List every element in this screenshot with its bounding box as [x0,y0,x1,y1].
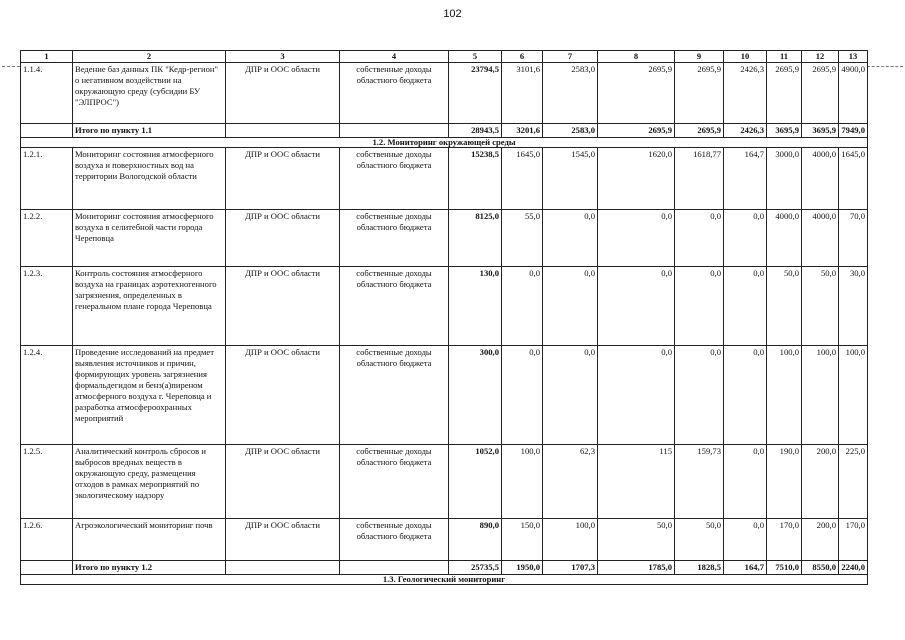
row-executor: ДПР и ООС области [226,346,340,445]
row-name: Контроль состояния атмосферного воздуха на границах аэротехногенного загрязнения, определенных в генеральном плане города Череповца [73,267,226,346]
row-source: собственные доходы областного бюджета [340,445,449,519]
table-row [21,210,868,267]
row-executor: ДПР и ООС области [226,445,340,519]
value-cell: 62,3 [543,445,598,519]
value-cell: 3000,0 [767,148,802,210]
page-number: 102 [443,8,462,20]
value-cell: 1620,0 [598,148,675,210]
value-cell: 0,0 [502,346,543,445]
value-cell: 4000,0 [802,210,839,267]
value-cell: 2695,9 [767,63,802,124]
total-value: 3695,9 [802,124,839,138]
value-cell: 50,0 [802,267,839,346]
row-executor: ДПР и ООС области [226,210,340,267]
total-value: 1828,5 [675,561,724,575]
table-row [21,148,868,210]
value-cell: 190,0 [767,445,802,519]
total-value: 1785,0 [598,561,675,575]
value-cell: 2695,9 [802,63,839,124]
value-cell: 164,7 [724,148,767,210]
empty-cell [340,124,449,138]
total-value: 8550,0 [802,561,839,575]
header-cell: 5 [449,51,502,63]
total-row [21,124,868,138]
value-cell: 100,0 [767,346,802,445]
value-cell: 0,0 [598,346,675,445]
header-cell: 13 [839,51,868,63]
section-title: 1.3. Геологический мониторинг [21,575,868,585]
total-value: 2695,9 [598,124,675,138]
total-code-cell [21,561,73,575]
total-value: 2695,9 [675,124,724,138]
total-label: Итого по пункту 1.1 [73,124,226,138]
value-cell: 2583,0 [543,63,598,124]
row-code: 1.2.3. [21,267,73,346]
total-label: Итого по пункту 1.2 [73,561,226,575]
row-source: собственные доходы областного бюджета [340,210,449,267]
total-value: 2583,0 [543,124,598,138]
empty-cell [340,561,449,575]
value-cell: 100,0 [802,346,839,445]
total-value: 164,7 [724,561,767,575]
row-code: 1.2.2. [21,210,73,267]
total-row [21,561,868,575]
row-name: Мониторинг состояния атмосферного воздуха в селитебной части города Череповца [73,210,226,267]
value-cell: 170,0 [839,519,868,561]
value-cell: 8125,0 [449,210,502,267]
value-cell: 4000,0 [767,210,802,267]
value-cell: 1545,0 [543,148,598,210]
header-cell: 11 [767,51,802,63]
row-code: 1.2.1. [21,148,73,210]
total-code-cell [21,124,73,138]
value-cell: 890,0 [449,519,502,561]
value-cell: 30,0 [839,267,868,346]
value-cell: 170,0 [767,519,802,561]
row-source: собственные доходы областного бюджета [340,519,449,561]
value-cell: 1645,0 [839,148,868,210]
header-cell: 6 [502,51,543,63]
value-cell: 100,0 [502,445,543,519]
total-value: 3201,6 [502,124,543,138]
value-cell: 0,0 [724,445,767,519]
empty-cell [226,561,340,575]
value-cell: 15238,5 [449,148,502,210]
value-cell: 0,0 [543,346,598,445]
row-code: 1.1.4. [21,63,73,124]
row-executor: ДПР и ООС области [226,267,340,346]
header-cell: 3 [226,51,340,63]
total-value: 2426,3 [724,124,767,138]
total-value: 7510,0 [767,561,802,575]
value-cell: 0,0 [543,210,598,267]
row-source: собственные доходы областного бюджета [340,148,449,210]
value-cell: 0,0 [502,267,543,346]
row-source: собственные доходы областного бюджета [340,346,449,445]
value-cell: 0,0 [543,267,598,346]
table-row [21,267,868,346]
value-cell: 0,0 [724,267,767,346]
row-code: 1.2.6. [21,519,73,561]
section-row [21,575,868,585]
row-executor: ДПР и ООС области [226,63,340,124]
header-cell: 9 [675,51,724,63]
value-cell: 0,0 [598,267,675,346]
value-cell: 50,0 [598,519,675,561]
value-cell: 70,0 [839,210,868,267]
value-cell: 159,73 [675,445,724,519]
row-executor: ДПР и ООС области [226,148,340,210]
value-cell: 0,0 [598,210,675,267]
header-cell: 7 [543,51,598,63]
value-cell: 55,0 [502,210,543,267]
row-name: Агроэкологический мониторинг почв [73,519,226,561]
row-executor: ДПР и ООС области [226,519,340,561]
empty-cell [226,124,340,138]
row-source: собственные доходы областного бюджета [340,63,449,124]
header-cell: 2 [73,51,226,63]
header-cell: 8 [598,51,675,63]
value-cell: 2695,9 [675,63,724,124]
total-value: 28943,5 [449,124,502,138]
value-cell: 150,0 [502,519,543,561]
column-number-row [21,51,868,63]
table-row [21,445,868,519]
value-cell: 100,0 [839,346,868,445]
row-code: 1.2.5. [21,445,73,519]
total-value: 7949,0 [839,124,868,138]
row-name: Аналитический контроль сбросов и выбросов вредных веществ в окружающую среду, размещения отходов в рамках мероприятий по экологическому надзору [73,445,226,519]
value-cell: 4000,0 [802,148,839,210]
value-cell: 0,0 [724,210,767,267]
value-cell: 3101,6 [502,63,543,124]
value-cell: 0,0 [724,519,767,561]
total-value: 2240,0 [839,561,868,575]
value-cell: 225,0 [839,445,868,519]
crop-mark-right [867,66,903,67]
value-cell: 23794,5 [449,63,502,124]
table-row [21,63,868,124]
value-cell: 115 [598,445,675,519]
value-cell: 50,0 [767,267,802,346]
value-cell: 130,0 [449,267,502,346]
header-cell: 1 [21,51,73,63]
value-cell: 300,0 [449,346,502,445]
value-cell: 4900,0 [839,63,868,124]
value-cell: 2426,3 [724,63,767,124]
value-cell: 0,0 [724,346,767,445]
total-value: 1950,0 [502,561,543,575]
value-cell: 200,0 [802,445,839,519]
crop-mark-left [2,66,20,67]
value-cell: 2695,9 [598,63,675,124]
total-value: 3695,9 [767,124,802,138]
row-name: Мониторинг состояния атмосферного воздуха и поверхностных вод на территории Вологодской области [73,148,226,210]
header-cell: 12 [802,51,839,63]
value-cell: 1052,0 [449,445,502,519]
value-cell: 200,0 [802,519,839,561]
value-cell: 0,0 [675,267,724,346]
value-cell: 1618,77 [675,148,724,210]
row-code: 1.2.4. [21,346,73,445]
value-cell: 50,0 [675,519,724,561]
row-name: Ведение баз данных ПК "Кедр-регион" о негативном воздействии на окружающую среду (субсидии БУ "ЭЛПРОС") [73,63,226,124]
value-cell: 100,0 [543,519,598,561]
table-row [21,346,868,445]
total-value: 1707,3 [543,561,598,575]
row-name: Проведение исследований на предмет выявления источников и причин, формирующих уровень загрязнения формальдегидом и бенз(а)пиреном атмосферного воздуха г. Череповца и разработка атмосфероохранных мероприятий [73,346,226,445]
total-value: 25735,5 [449,561,502,575]
section-title: 1.2. Мониторинг окружающей среды [21,138,868,148]
header-cell: 4 [340,51,449,63]
value-cell: 0,0 [675,346,724,445]
value-cell: 0,0 [675,210,724,267]
row-source: собственные доходы областного бюджета [340,267,449,346]
section-row [21,138,868,148]
header-cell: 10 [724,51,767,63]
value-cell: 1645,0 [502,148,543,210]
program-table [20,50,868,585]
table-row [21,519,868,561]
